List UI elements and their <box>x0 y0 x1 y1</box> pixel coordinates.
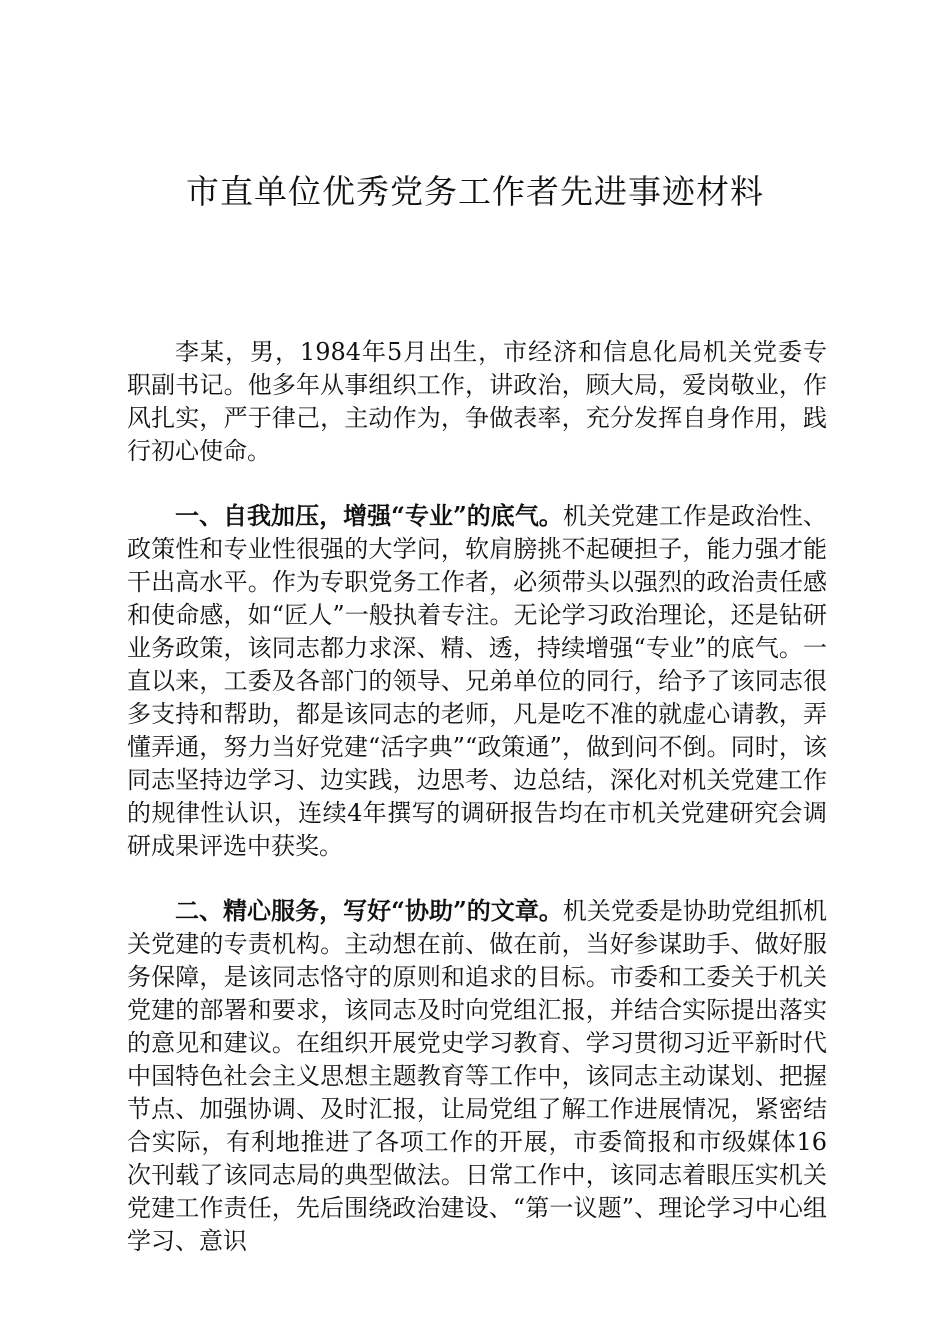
section-heading-2: 二、精心服务，写好“协助”的文章。 <box>175 896 563 925</box>
document-body <box>127 336 827 1289</box>
section-paragraph-1 <box>127 499 827 863</box>
document-title: 市直单位优秀党务工作者先进事迹材料 <box>186 172 764 211</box>
section-paragraph-2 <box>127 894 827 1258</box>
section-text-2: 机关党委是协助党组抓机关党建的专责机构。主动想在前、做在前，当好参谋助手、做好服务保障，是该同志恪守的原则和追求的目标。市委和工委关于机关党建的部署和要求，该同志及时向党组汇报，并结合实际提出落实的意见和建议。在组织开展党史学习教育、学习贯彻习近平新时代中国特色社会主义思想主题教育等工作中，该同志主动谋划、把握节点、加强协调、及时汇报，让局党组了解工作进展情况，紧密结合实际，有利地推进了各项工作的开展，市委简报和市级媒体16次刊载了该同志局的典型做法。日常工作中，该同志着眼压实机关党建工作责任，先后围绕政治建设、“第一议题”、理论学习中心组学习、意识 <box>127 897 828 1255</box>
section-heading-1: 一、自我加压，增强“专业”的底气。 <box>175 501 563 530</box>
intro-paragraph: 李某，男，1984年5月出生，市经济和信息化局机关党委专职副书记。他多年从事组织工作，讲政治，顾大局，爱岗敬业，作风扎实，严于律己，主动作为，争做表率，充分发挥自身作用，践行初心使命。 <box>127 338 827 465</box>
section-text-1: 机关党建工作是政治性、政策性和专业性很强的大学问，软肩膀挑不起硬担子，能力强才能干出高水平。作为专职党务工作者，必须带头以强烈的政治责任感和使命感，如“匠人”一般执着专注。无论学习政治理论，还是钻研业务政策，该同志都力求深、精、透，持续增强“专业”的底气。一直以来，工委及各部门的领导、兄弟单位的同行，给予了该同志很多支持和帮助，都是该同志的老师，凡是吃不准的就虚心请教，弄懂弄通，努力当好党建“活字典”“政策通”，做到问不倒。同时，该同志坚持边学习、边实践，边思考、边总结，深化对机关党建工作的规律性认识，连续4年撰写的调研报告均在市机关党建研究会调研成果评选中获奖。 <box>127 502 828 860</box>
